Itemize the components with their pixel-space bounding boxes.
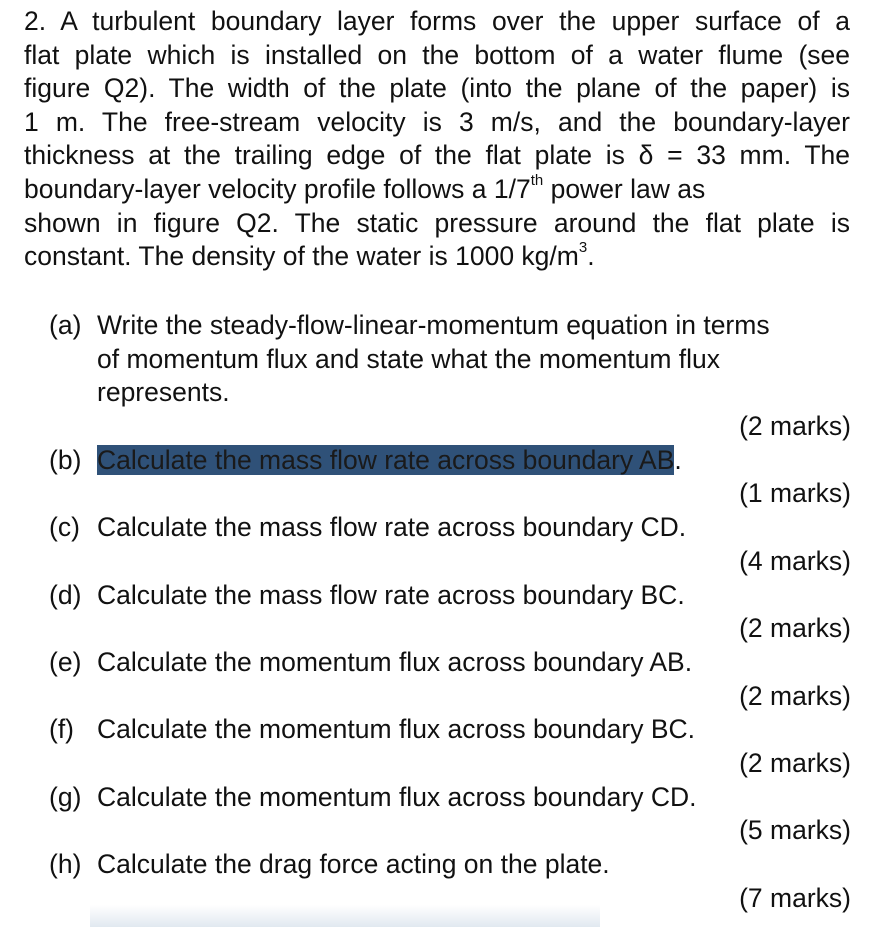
- intro-line-power-law-main: [24, 173, 705, 207]
- question-line: of momentum flux and state what the momentum flux: [97, 343, 721, 374]
- intro-line: 2. A turbulent boundary layer forms over the upper surface of a: [24, 6, 850, 36]
- intro-line8-after: .: [587, 241, 595, 272]
- intro-line8-before: constant. The density of the water is 1000 kg/m: [24, 241, 579, 272]
- question-line[interactable]: [97, 444, 851, 478]
- marks-a: (2 marks): [739, 411, 851, 441]
- intro-line-power-law: [24, 173, 850, 207]
- question-line: Calculate the momentum flux across boundary BC.: [97, 714, 695, 744]
- intro-line: 1 m. The free-stream velocity is 3 m/s, and the boundary-layer: [24, 106, 850, 137]
- marks-b: (1 marks): [739, 478, 851, 508]
- question-letter: (c): [49, 512, 80, 542]
- question-f: [49, 713, 851, 747]
- question-letter: (a): [49, 310, 82, 340]
- question-text: [97, 646, 851, 680]
- question-line: Write the steady-flow-linear-momentum equation in terms: [97, 310, 770, 340]
- question-letter: (d): [49, 580, 82, 610]
- marks-d: (2 marks): [739, 613, 851, 643]
- photo-edge-shadow: [90, 905, 600, 927]
- question-line: Calculate the momentum flux across boundary CD.: [97, 782, 697, 812]
- question-text: [97, 309, 851, 410]
- marks-g: (5 marks): [739, 815, 851, 845]
- question-text: [97, 713, 851, 747]
- question-text: [97, 579, 851, 613]
- marks-h: (7 marks): [739, 883, 851, 913]
- question-e: [49, 646, 851, 680]
- superscript-3: 3: [578, 239, 588, 257]
- question-letter: (h): [49, 849, 82, 879]
- intro-line-density: [24, 240, 850, 274]
- intro-line6-before: boundary-layer velocity profile follows a 1/7: [24, 173, 531, 204]
- intro-line: figure Q2). The width of the plate (into the plane of the paper) is: [24, 73, 850, 104]
- question-line: Calculate the mass flow rate across boundary CD.: [97, 512, 687, 542]
- question-letter: (f): [49, 714, 75, 744]
- intro-line: thickness at the trailing edge of the flat plate is δ = 33 mm. The: [24, 140, 850, 171]
- intro-line: flat plate which is installed on the bottom of a water flume (see: [24, 39, 850, 70]
- question-text: [97, 848, 851, 882]
- question-h: [49, 848, 851, 882]
- selected-text-highlight[interactable]: Calculate the mass flow rate across boundary AB: [97, 445, 675, 475]
- question-trailing-period: .: [674, 445, 682, 475]
- question-line: represents.: [97, 377, 230, 408]
- superscript-th: th: [530, 172, 544, 190]
- question-g: [49, 781, 851, 815]
- intro-line: shown in figure Q2. The static pressure around the flat plate is: [24, 207, 850, 238]
- marks-f: (2 marks): [739, 748, 851, 778]
- question-letter: (g): [49, 782, 82, 812]
- question-text: [97, 781, 851, 815]
- question-letter: (e): [49, 647, 82, 677]
- question-line: Calculate the mass flow rate across boundary BC.: [97, 580, 685, 610]
- question-b: [49, 444, 851, 478]
- question-text[interactable]: [97, 444, 851, 478]
- question-c: [49, 511, 851, 545]
- question-line: Calculate the momentum flux across boundary AB.: [97, 647, 693, 677]
- question-letter: (b): [49, 445, 82, 475]
- question-text: [97, 511, 851, 545]
- intro-line6-after: power law as: [543, 173, 706, 204]
- question-a: [49, 309, 851, 410]
- question-line: Calculate the drag force acting on the plate.: [97, 849, 610, 879]
- marks-c: (4 marks): [739, 546, 851, 576]
- question-2-intro: [24, 5, 850, 274]
- marks-e: (2 marks): [739, 681, 851, 711]
- question-d: [49, 579, 851, 613]
